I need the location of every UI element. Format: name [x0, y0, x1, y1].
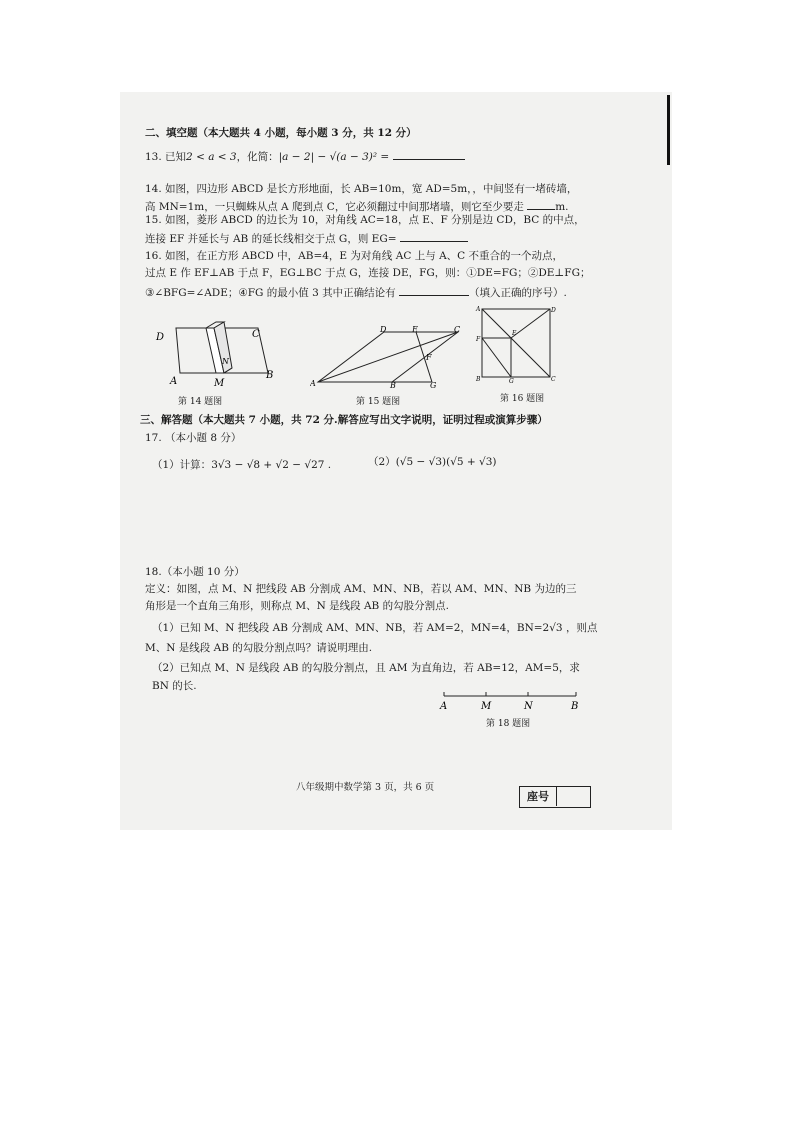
q17-part1-label: （1）计算：: [152, 459, 212, 471]
fig14-label-D: D: [156, 332, 165, 343]
q17-title: 17. （本小题 8 分）: [145, 432, 242, 444]
q13-condition: 2 < a < 3: [186, 151, 237, 163]
fig16-segment-DE: [511, 309, 550, 338]
fig16-diagonal-AC: [482, 309, 550, 377]
fig16-label-A: A: [476, 306, 481, 313]
fig15-label-E: E: [412, 325, 418, 334]
fig16-segment-FG: [482, 338, 511, 377]
q18-part2-line1: （2）已知点 M、N 是线段 AB 的勾股分割点，且 AM 为直角边，若 AB=12，AM=5，求: [152, 662, 580, 674]
q17-part1: [152, 459, 331, 472]
fig15-label-A: A: [310, 379, 316, 388]
fig16-label-F: F: [476, 336, 481, 343]
q18-part1-line1: （1）已知 M、N 把线段 AB 分割成 AM、MN、NB，若 AM=2，MN=4，BN=2√3 ，则点: [152, 622, 598, 634]
section3-heading: 三、解答题（本大题共 7 小题，共 72 分.解答应写出文字说明，证明过程或演算步骤）: [140, 414, 548, 426]
fig15-label-B: B: [390, 381, 396, 390]
seat-number-box: [519, 786, 591, 808]
q18-title: 18.（本小题 10 分）: [145, 566, 245, 578]
fig14-label-A: A: [170, 376, 178, 387]
scan-edge-mark: [667, 95, 670, 165]
q17-part2-expression: (√5 − √3)(√5 + √3): [395, 456, 497, 468]
q16-line2: 过点 E 作 EF⊥AB 于点 F，EG⊥BC 于点 G，连接 DE，FG，则：①DE=FG；②DE⊥FG；: [145, 267, 591, 279]
q17-part2-label: （2）: [368, 456, 396, 468]
q15-text: 连接 EF 并延长与 AB 的延长线相交于点 G，则 EG=: [145, 233, 397, 245]
figure-16: [474, 303, 558, 383]
figure-14: [150, 318, 280, 390]
q18-part2-line2: BN 的长.: [152, 680, 197, 692]
fig15-label-F: F: [426, 353, 432, 362]
q14-answer-blank: [527, 199, 555, 210]
fig18-label-A: A: [440, 701, 448, 712]
fig18-label-B: B: [571, 701, 579, 712]
fig15-diagonal-AC: [318, 332, 458, 382]
q13-mid: ，化简：: [236, 151, 279, 163]
q16-line1: 16. 如图，在正方形 ABCD 中，AB=4，E 为对角线 AC 上与 A、C 不重合的一个动点，: [145, 250, 564, 262]
q16-line3: [145, 285, 567, 300]
q14-unit: m.: [555, 201, 569, 213]
q15-line2: [145, 231, 468, 246]
fig16-label-E: E: [512, 330, 517, 337]
q17-part2: [368, 456, 497, 469]
fig16-label-D: D: [551, 307, 556, 314]
q16-text: ③∠BFG=∠ADE；④FG 的最小值 3 其中正确结论有: [145, 287, 396, 299]
fig16-label-G: G: [509, 378, 514, 383]
fig14-label-C: C: [252, 329, 260, 340]
q16-answer-blank: [399, 285, 469, 296]
page-footer: 八年级期中数学第 3 页，共 6 页: [296, 782, 435, 793]
q16-tail: （填入正确的序号）.: [469, 287, 567, 299]
q18-definition-line1: 定义：如图，点 M、N 把线段 AB 分割成 AM、MN、NB，若以 AM、MN、NB 为边的三: [145, 583, 577, 595]
fig15-label-G: G: [430, 381, 437, 390]
fig15-label-C: C: [454, 325, 461, 334]
q13-expression: |a − 2| − √(a − 3)² =: [278, 151, 390, 163]
q18-definition-line2: 角形是一个直角三角形，则称点 M、N 是线段 AB 的勾股分割点.: [145, 600, 449, 612]
fig15-label-D: D: [380, 325, 387, 334]
fig18-caption: 第 18 题图: [486, 719, 531, 729]
q14-line1: 14. 如图，四边形 ABCD 是长方形地面，长 AB=10m，宽 AD=5m，，中间竖有一堵砖墙，: [145, 183, 578, 195]
fig14-label-B: B: [266, 370, 274, 381]
section2-heading: 二、填空题（本大题共 4 小题，每小题 3 分，共 12 分）: [145, 127, 417, 139]
q13: [145, 149, 465, 164]
fig14-label-M: M: [214, 378, 225, 389]
q14-line2: [145, 199, 568, 214]
q15-line1: 15. 如图，菱形 ABCD 的边长为 10，对角线 AC=18，点 E、F 分别是边 CD，BC 的中点，: [145, 214, 585, 226]
fig14-caption: 第 14 题图: [178, 397, 223, 407]
fig14-label-N: N: [222, 357, 229, 366]
fig18-label-N: N: [524, 701, 533, 712]
figure-18: [436, 688, 582, 714]
q14-text: 高 MN=1m，一只蜘蛛从点 A 爬到点 C，它必须翻过中间那堵墙，则它至少要走: [145, 201, 524, 213]
fig18-label-M: M: [481, 701, 492, 712]
figure-15: [310, 324, 462, 390]
fig15-caption: 第 15 题图: [356, 397, 401, 407]
q15-answer-blank: [400, 231, 468, 242]
fig16-label-C: C: [551, 376, 556, 383]
q13-answer-blank: [393, 149, 465, 160]
seat-number-label: 座号: [520, 787, 557, 806]
q17-part1-expression: 3√3 − √8 + √2 − √27 .: [211, 459, 332, 471]
fig16-caption: 第 16 题图: [500, 394, 545, 404]
q18-part1-line2: M、N 是线段 AB 的勾股分割点吗？请说明理由.: [145, 642, 373, 654]
fig16-label-B: B: [476, 376, 481, 383]
q13-prefix: 13. 已知: [145, 151, 187, 163]
